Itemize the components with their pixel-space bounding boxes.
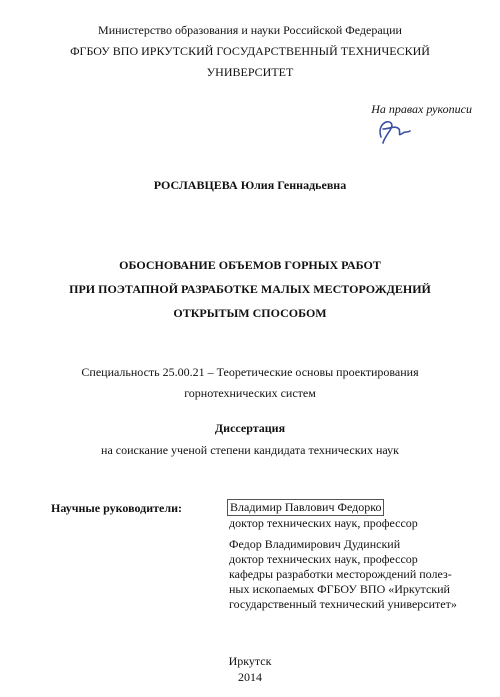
supervisor-2-name: Федор Владимирович Дудинский: [229, 537, 401, 551]
supervisor-2-degree: доктор технических наук, профессор: [229, 552, 418, 566]
signature-icon: [373, 115, 413, 147]
footer-city: Иркутск: [228, 654, 272, 668]
specialty-line-1: Специальность 25.00.21 – Теоретические основы проектирования: [81, 365, 419, 379]
supervisor-2-affiliation-1: кафедры разработки месторождений полез-: [229, 567, 452, 581]
supervisor-1-name: Владимир Павлович Федорко: [227, 499, 384, 516]
dissertation-heading: Диссертация: [214, 421, 286, 435]
footer-year: 2014: [238, 670, 262, 684]
university-line-2: УНИВЕРСИТЕТ: [206, 65, 294, 79]
dissertation-subtitle: на соискание ученой степени кандидата технических наук: [101, 443, 399, 457]
supervisor-2-affiliation-2: ных ископаемых ФГБОУ ВПО «Иркутский: [229, 582, 450, 596]
supervisors-label: Научные руководители:: [51, 501, 182, 515]
title-line-2: ПРИ ПОЭТАПНОЙ РАЗРАБОТКЕ МАЛЫХ МЕСТОРОЖДЕНИЙ: [69, 282, 431, 296]
supervisor-2-affiliation-3: государственный технический университет»: [229, 597, 457, 611]
ministry-line: Министерство образования и науки Российской Федерации: [98, 23, 402, 37]
title-line-3: ОТКРЫТЫМ СПОСОБОМ: [173, 306, 327, 320]
university-line-1: ФГБОУ ВПО ИРКУТСКИЙ ГОСУДАРСТВЕННЫЙ ТЕХНИЧЕСКИЙ: [70, 44, 430, 58]
specialty-line-2: горнотехнических систем: [184, 386, 316, 400]
manuscript-note: На правах рукописи: [371, 102, 472, 116]
author-name: РОСЛАВЦЕВА Юлия Геннадьевна: [153, 178, 347, 192]
title-line-1: ОБОСНОВАНИЕ ОБЪЕМОВ ГОРНЫХ РАБОТ: [119, 258, 381, 272]
supervisor-1-degree: доктор технических наук, профессор: [229, 516, 418, 530]
